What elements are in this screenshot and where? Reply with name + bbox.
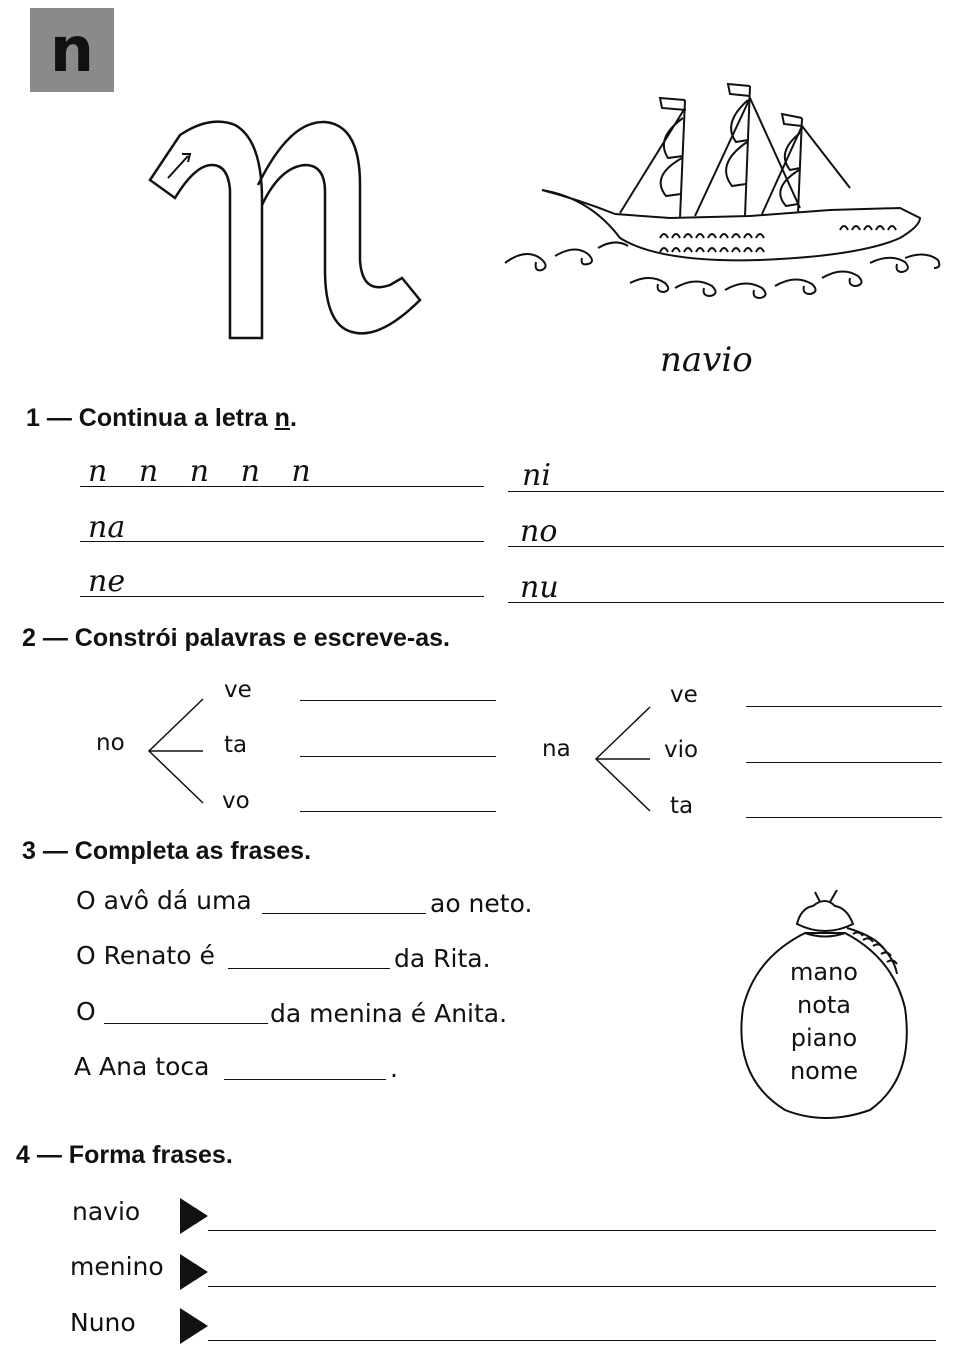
exercise3-title: 3 — Completa as frases. <box>22 837 312 865</box>
answer-line[interactable] <box>746 762 942 763</box>
letter-badge <box>30 8 114 92</box>
writing-line[interactable] <box>80 486 484 487</box>
blank-line[interactable] <box>228 968 390 969</box>
letter-n-tracing-outline <box>140 110 430 350</box>
writing-line[interactable] <box>508 491 944 492</box>
syllable-ending: ta <box>670 793 694 819</box>
blank-line[interactable] <box>104 1023 268 1024</box>
cursive-model-row1-left: n n n n n <box>88 454 311 489</box>
syllable-ending: ta <box>224 732 248 758</box>
answer-line[interactable] <box>746 706 942 707</box>
badge-letter: n <box>49 13 95 86</box>
bag-word: nome <box>789 1057 859 1085</box>
syllable-ending: vio <box>664 737 699 763</box>
answer-line[interactable] <box>746 817 942 818</box>
bag-word: mano <box>790 958 858 986</box>
exercise1-title-end: . <box>289 404 297 432</box>
arrow-right-icon <box>180 1198 208 1234</box>
cursive-model-row1-right: ni <box>522 458 551 493</box>
sentence-end: da Rita. <box>394 944 491 973</box>
blank-line[interactable] <box>262 913 426 914</box>
prompt-word: navio <box>72 1197 141 1226</box>
bag-word: nota <box>796 991 851 1019</box>
sentence-line[interactable] <box>208 1230 936 1231</box>
sentence-start: A Ana toca <box>74 1052 210 1081</box>
sentence-line[interactable] <box>208 1286 936 1287</box>
cursive-model-row3-left: ne <box>88 564 126 599</box>
sentence-start: O avô dá uma <box>76 886 252 915</box>
prompt-word: Nuno <box>70 1308 136 1337</box>
branch-lines <box>592 703 654 815</box>
cursive-model-row2-right: no <box>520 514 558 549</box>
cursive-model-row2-left: na <box>88 510 126 545</box>
sentence-line[interactable] <box>208 1340 936 1341</box>
sentence-start: O Renato é <box>76 941 215 970</box>
exercise1-title-letter: n <box>274 404 290 432</box>
syllable-root: na <box>542 736 571 762</box>
ship-caption: navio <box>660 340 753 380</box>
exercise1-title <box>26 404 297 433</box>
answer-line[interactable] <box>300 811 496 812</box>
syllable-ending: ve <box>224 677 252 703</box>
arrow-right-icon <box>180 1254 208 1290</box>
branch-lines <box>145 695 207 807</box>
arrow-right-icon <box>180 1308 208 1344</box>
sentence-end: da menina é Anita. <box>270 999 508 1028</box>
word-bag-list <box>764 956 884 1088</box>
bag-word: piano <box>790 1024 858 1052</box>
prompt-word: menino <box>70 1252 164 1281</box>
blank-line[interactable] <box>224 1079 386 1080</box>
writing-line[interactable] <box>80 596 484 597</box>
sentence-end: . <box>390 1054 398 1083</box>
syllable-ending: vo <box>222 788 250 814</box>
writing-line[interactable] <box>80 541 484 542</box>
ship-illustration <box>500 78 945 308</box>
cursive-model-row3-right: nu <box>520 570 559 605</box>
sentence-end: ao neto. <box>430 889 533 918</box>
answer-line[interactable] <box>300 756 496 757</box>
exercise1-title-text: 1 — Continua a letra <box>26 404 275 432</box>
sentence-start: O <box>76 997 96 1026</box>
exercise4-title: 4 — Forma frases. <box>16 1141 233 1169</box>
exercise2-title: 2 — Constrói palavras e escreve-as. <box>22 624 451 652</box>
answer-line[interactable] <box>300 700 496 701</box>
writing-line[interactable] <box>508 602 944 603</box>
syllable-ending: ve <box>670 682 698 708</box>
writing-line[interactable] <box>508 546 944 547</box>
syllable-root: no <box>96 730 125 756</box>
